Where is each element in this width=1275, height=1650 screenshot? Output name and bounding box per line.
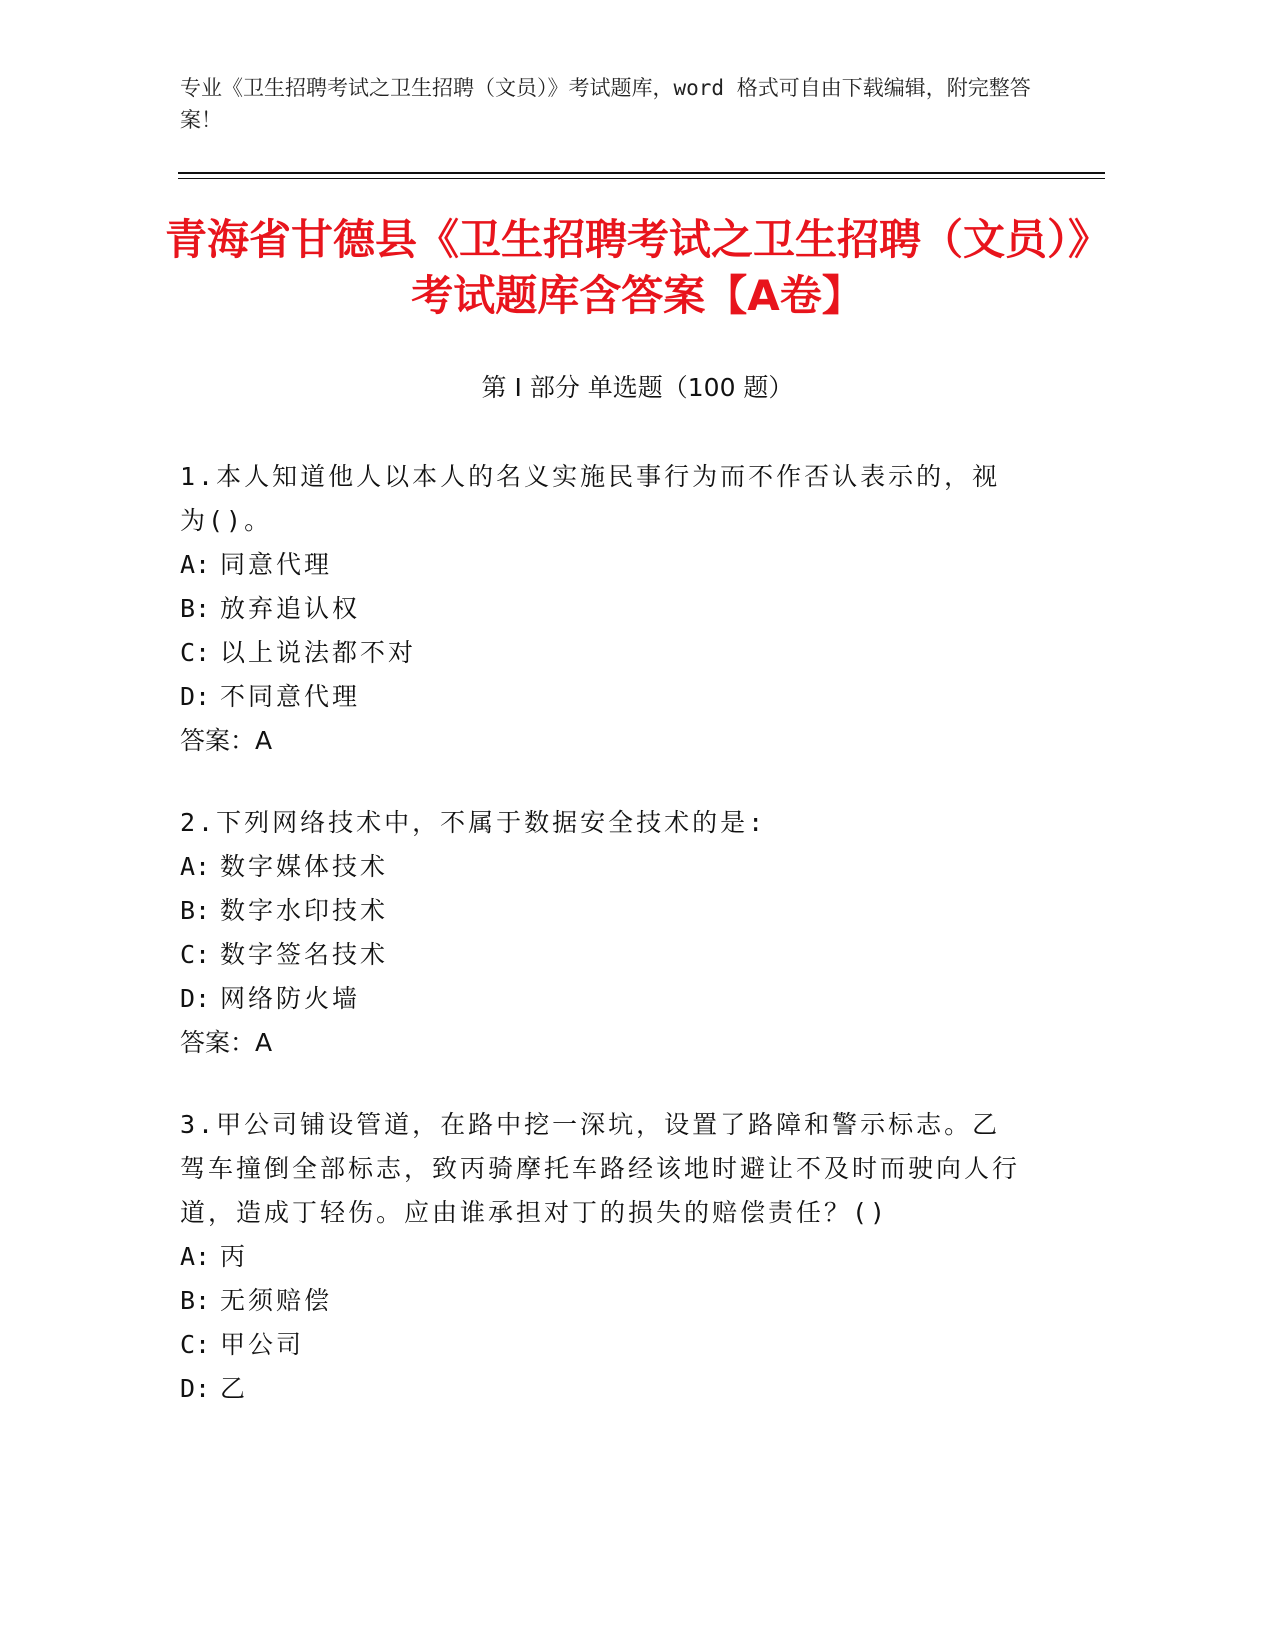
header-divider-thin: [178, 178, 1105, 179]
question-1: [180, 455, 1020, 763]
option-c: [180, 1323, 1020, 1367]
option-text: 同意代理: [220, 550, 333, 579]
option-a: [180, 845, 1020, 889]
option-text: 不同意代理: [220, 682, 361, 711]
option-d: [180, 675, 1020, 719]
answer-line: 答案：A: [180, 726, 273, 755]
header-note: 专业《卫生招聘考试之卫生招聘（文员）》考试题库，word 格式可自由下载编辑，附完整答案！: [180, 76, 1031, 132]
option-letter: D:: [180, 984, 211, 1013]
option-letter: A:: [180, 852, 211, 881]
option-letter: C:: [180, 638, 211, 667]
question-2: [180, 801, 1020, 1065]
option-text: 数字媒体技术: [220, 852, 389, 881]
question-text: 3.甲公司铺设管道，在路中挖一深坑，设置了路障和警示标志。乙驾车撞倒全部标志，致丙骑摩托车路经该地时避让不及时而驶向人行道，造成丁轻伤。应由谁承担对丁的损失的赔偿责任？(): [180, 1110, 1021, 1227]
option-a: [180, 1235, 1020, 1279]
question-3: [180, 1103, 1020, 1411]
option-text: 数字水印技术: [220, 896, 389, 925]
option-text: 放弃追认权: [220, 594, 361, 623]
option-letter: C:: [180, 940, 211, 969]
option-d: [180, 977, 1020, 1021]
question-list: [180, 455, 1020, 1449]
option-text: 乙: [220, 1374, 249, 1403]
option-letter: C:: [180, 1330, 211, 1359]
option-text: 数字签名技术: [220, 940, 389, 969]
option-letter: B:: [180, 594, 211, 623]
option-letter: A:: [180, 1242, 211, 1271]
option-text: 甲公司: [220, 1330, 305, 1359]
document-title: 青海省甘德县《卫生招聘考试之卫生招聘（文员）》考试题库含答案【A卷】: [164, 215, 1110, 320]
header-divider-thick: [178, 172, 1105, 174]
option-a: [180, 543, 1020, 587]
option-d: [180, 1367, 1020, 1411]
answer-line: 答案：A: [180, 1028, 273, 1057]
option-letter: D:: [180, 1374, 211, 1403]
option-letter: A:: [180, 550, 211, 579]
option-text: 丙: [220, 1242, 249, 1271]
option-text: 无须赔偿: [220, 1286, 333, 1315]
option-b: [180, 889, 1020, 933]
option-letter: B:: [180, 1286, 211, 1315]
option-b: [180, 1279, 1020, 1323]
option-b: [180, 587, 1020, 631]
question-text: 1.本人知道他人以本人的名义实施民事行为而不作否认表示的，视为()。: [180, 462, 1001, 535]
section-title: 第 I 部分 单选题（100 题）: [481, 373, 794, 402]
option-letter: B:: [180, 896, 211, 925]
option-letter: D:: [180, 682, 211, 711]
option-c: [180, 933, 1020, 977]
option-text: 网络防火墙: [220, 984, 361, 1013]
option-c: [180, 631, 1020, 675]
option-text: 以上说法都不对: [220, 638, 417, 667]
question-text: 2.下列网络技术中，不属于数据安全技术的是:: [180, 808, 767, 837]
